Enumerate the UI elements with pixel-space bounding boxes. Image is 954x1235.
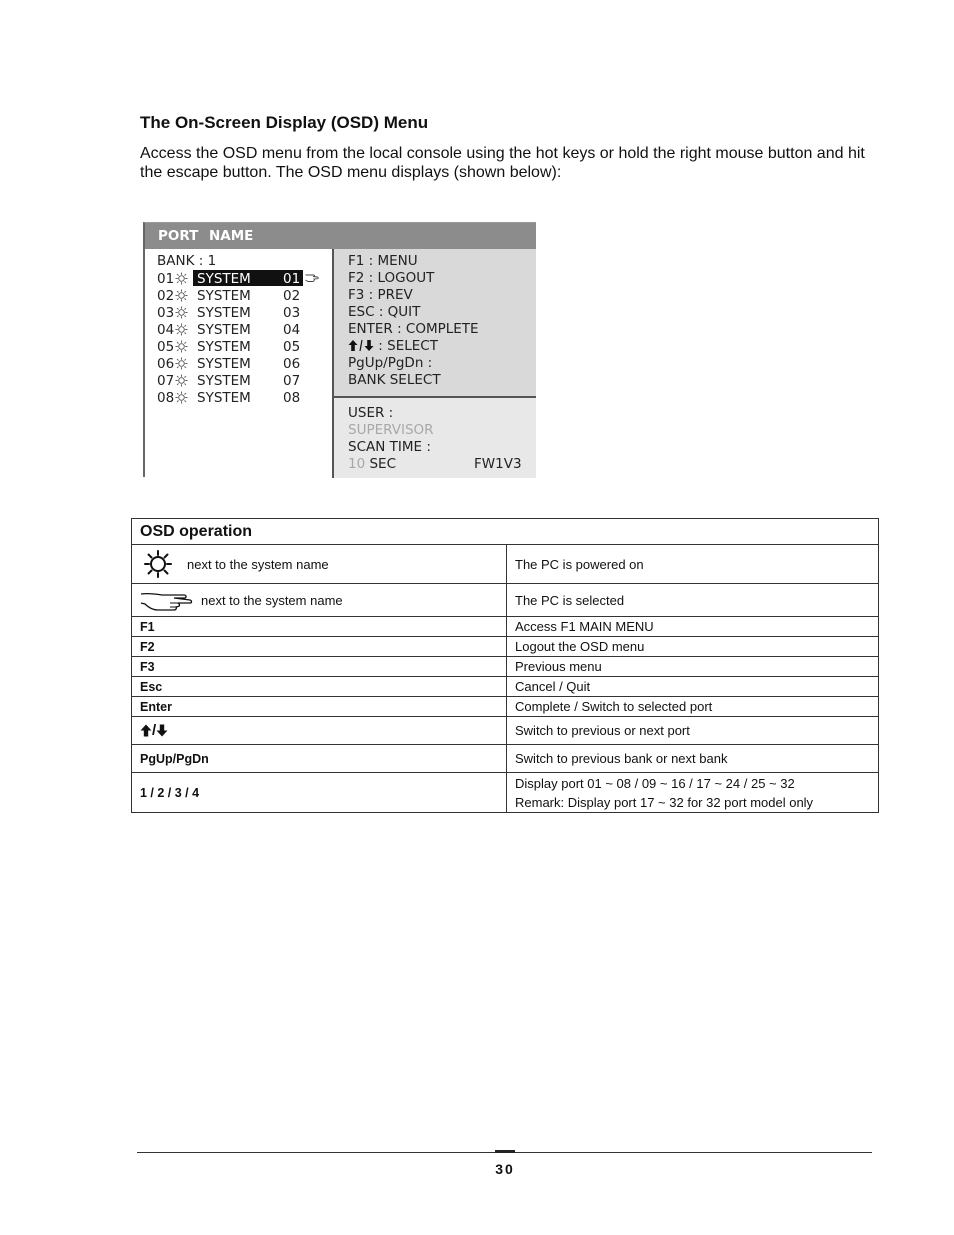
sun-icon	[175, 323, 188, 336]
osd-port-row	[157, 288, 332, 305]
osd-port-index: 02	[157, 288, 175, 304]
osd-menu-f2: F2 : LOGOUT	[348, 270, 435, 286]
osd-scan-value	[348, 456, 396, 472]
osd-port-number: 07	[283, 373, 301, 389]
table-desc-cell: Previous menu	[507, 657, 879, 677]
osd-title-name: NAME	[209, 228, 254, 244]
osd-menu-bank-select: BANK SELECT	[348, 372, 441, 388]
osd-port-number: 02	[283, 288, 301, 304]
sun-icon	[175, 391, 188, 404]
intro-paragraph: Access the OSD menu from the local console using the hot keys or hold the right mouse button and hit the escape button. The OSD menu displays (shown below):	[140, 145, 865, 181]
osd-menu-f1: F1 : MENU	[348, 253, 418, 269]
table-key-cell: Enter	[132, 697, 507, 717]
osd-bank-label: BANK : 1	[157, 253, 217, 269]
osd-port-name: SYSTEM	[197, 356, 251, 372]
osd-port-row	[157, 339, 332, 356]
sun-icon	[175, 374, 188, 387]
osd-scan-label: SCAN TIME :	[348, 439, 431, 455]
table-desc-cell: Access F1 MAIN MENU	[507, 617, 879, 637]
footer-tick	[495, 1150, 515, 1153]
table-key-cell: Esc	[132, 677, 507, 697]
osd-operation-table	[131, 518, 879, 813]
table-desc-line: Display port 01 ~ 08 / 09 ~ 16 / 17 ~ 24 / 25 ~ 32	[515, 775, 795, 791]
osd-title-port: PORT	[158, 228, 199, 244]
table-header: OSD operation	[132, 519, 879, 545]
osd-port-row	[157, 390, 332, 407]
table-desc-cell: Complete / Switch to selected port	[507, 697, 879, 717]
osd-menu-select	[348, 338, 438, 354]
table-row	[132, 545, 879, 584]
osd-firmware-version: FW1V3	[474, 456, 522, 472]
table-desc-cell: Switch to previous bank or next bank	[507, 745, 879, 773]
table-row	[132, 657, 879, 677]
osd-scan-number: 10	[348, 456, 366, 472]
table-row	[132, 697, 879, 717]
osd-status-panel	[334, 398, 536, 478]
table-desc-cell	[507, 773, 879, 813]
table-key-cell: F1	[132, 617, 507, 637]
osd-port-name: SYSTEM	[197, 339, 251, 355]
osd-port-name: SYSTEM	[197, 373, 251, 389]
sun-icon	[175, 272, 188, 285]
osd-port-number: 05	[283, 339, 301, 355]
osd-port-name: SYSTEM	[197, 305, 251, 321]
osd-menu-f3: F3 : PREV	[348, 287, 413, 303]
table-key-cell: PgUp/PgDn	[132, 745, 507, 773]
table-desc-cell: Cancel / Quit	[507, 677, 879, 697]
osd-port-index: 01	[157, 271, 175, 287]
osd-port-row	[157, 322, 332, 339]
osd-port-number: 01	[283, 271, 301, 287]
table-desc-cell: Logout the OSD menu	[507, 637, 879, 657]
up-arrow-icon	[140, 724, 152, 737]
table-key-cell: F3	[132, 657, 507, 677]
osd-menu-esc: ESC : QUIT	[348, 304, 421, 320]
table-desc-cell: The PC is powered on	[507, 545, 879, 584]
osd-scan-unit: SEC	[365, 456, 397, 472]
sun-icon	[175, 289, 188, 302]
osd-port-name: SYSTEM	[197, 322, 251, 338]
hand-icon	[305, 273, 319, 283]
osd-hotkey-menu	[334, 249, 536, 398]
table-row	[132, 745, 879, 773]
osd-port-number: 03	[283, 305, 301, 321]
osd-port-list	[145, 249, 334, 478]
sun-icon	[143, 549, 173, 579]
osd-port-index: 05	[157, 339, 175, 355]
table-row	[132, 584, 879, 617]
osd-port-index: 03	[157, 305, 175, 321]
up-down-arrow-icon	[348, 339, 374, 352]
table-row	[132, 637, 879, 657]
osd-port-number: 08	[283, 390, 301, 406]
table-desc-cell: Switch to previous or next port	[507, 717, 879, 745]
osd-port-name: SYSTEM	[197, 288, 251, 304]
table-row	[132, 617, 879, 637]
table-row	[132, 677, 879, 697]
osd-port-row	[157, 356, 332, 373]
down-arrow-icon	[156, 724, 168, 737]
section-heading: The On-Screen Display (OSD) Menu	[140, 113, 429, 132]
osd-port-row	[157, 373, 332, 390]
osd-user-label: USER :	[348, 405, 394, 421]
osd-port-number: 04	[283, 322, 301, 338]
osd-menu-pgupdn: PgUp/PgDn :	[348, 355, 433, 371]
osd-menu-enter: ENTER : COMPLETE	[348, 321, 479, 337]
osd-menu-select-label: : SELECT	[374, 338, 438, 354]
osd-port-row	[157, 271, 332, 288]
osd-port-index: 07	[157, 373, 175, 389]
table-key-cell	[132, 584, 507, 617]
osd-title-bar	[145, 223, 536, 249]
hand-icon-caption: next to the system name	[201, 592, 343, 608]
osd-port-name: SYSTEM	[197, 271, 251, 287]
arrow-separator: /	[152, 722, 157, 739]
table-key-cell	[132, 717, 507, 745]
osd-user-value: SUPERVISOR	[348, 422, 434, 438]
table-header-row	[132, 519, 879, 545]
osd-port-index: 04	[157, 322, 175, 338]
page-number: 30	[495, 1161, 515, 1177]
table-key-cell: F2	[132, 637, 507, 657]
osd-port-index: 08	[157, 390, 175, 406]
osd-port-number: 06	[283, 356, 301, 372]
sun-icon	[175, 306, 188, 319]
osd-port-index: 06	[157, 356, 175, 372]
table-desc-line: Remark: Display port 17 ~ 32 for 32 port model only	[515, 794, 814, 810]
table-key-cell: 1 / 2 / 3 / 4	[132, 773, 507, 813]
table-key-cell	[132, 545, 507, 584]
table-desc-cell: The PC is selected	[507, 584, 879, 617]
sun-icon	[175, 357, 188, 370]
osd-screenshot	[143, 222, 536, 477]
hand-icon	[140, 591, 194, 611]
table-row	[132, 773, 879, 813]
sun-icon-caption: next to the system name	[187, 556, 329, 572]
table-row	[132, 717, 879, 745]
osd-port-row	[157, 305, 332, 322]
osd-port-name: SYSTEM	[197, 390, 251, 406]
sun-icon	[175, 340, 188, 353]
